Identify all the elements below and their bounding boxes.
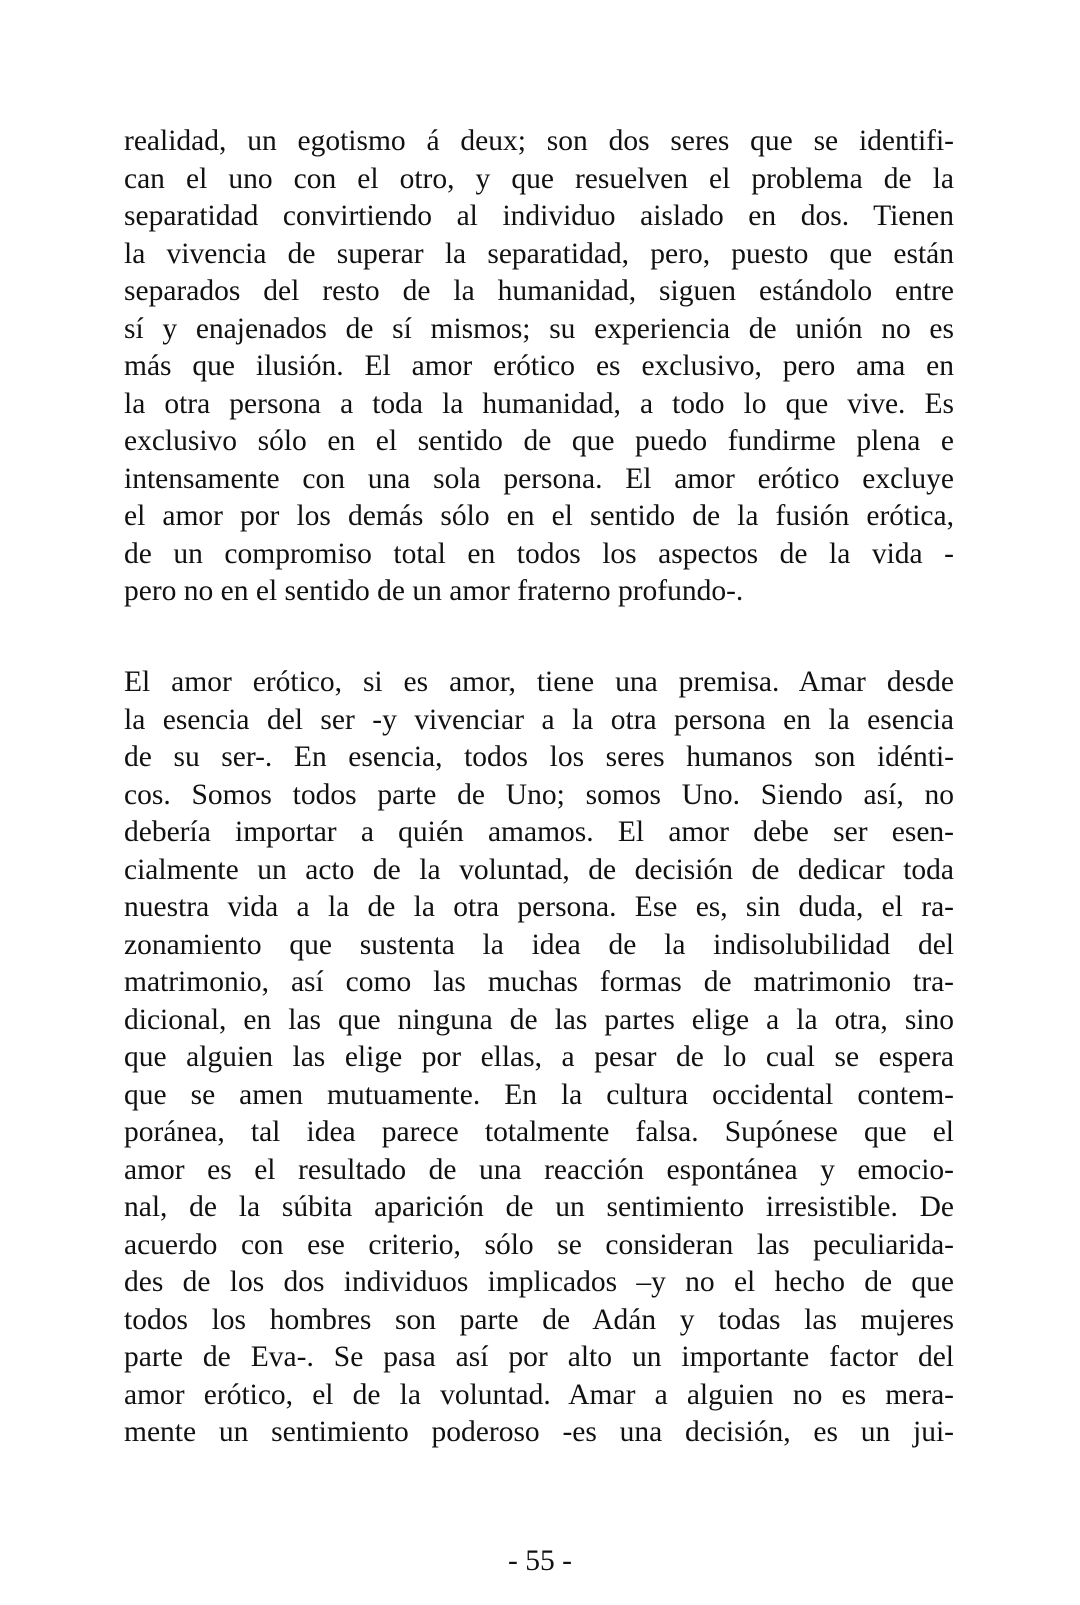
text-line: exclusivo sólo en el sentido de que puedo fundirme plena e (124, 425, 954, 457)
text-line: can el uno con el otro, y que resuelven el problema de la (124, 162, 954, 195)
page-number: - 55 - (508, 1545, 572, 1577)
text-line: la vivencia de superar la separatidad, pero, puesto que están (124, 237, 954, 270)
paragraph (124, 123, 954, 611)
text-line: poránea, tal idea parece totalmente falsa. Supónese que el (124, 1116, 954, 1148)
text-line: separados del resto de la humanidad, siguen estándolo entre (124, 275, 954, 307)
text-line: parte de Eva-. Se pasa así por alto un importante factor del (124, 1341, 954, 1373)
text-line: amor erótico, el de la voluntad. Amar a alguien no es mera- (124, 1378, 954, 1411)
text-line: sí y enajenados de sí mismos; su experiencia de unión no es (124, 312, 954, 345)
text-line: cos. Somos todos parte de Uno; somos Uno. Siendo así, no (124, 778, 954, 811)
text-line: matrimonio, así como las muchas formas de matrimonio tra- (124, 966, 954, 998)
text-line: zonamiento que sustenta la idea de la indisolubilidad del (124, 928, 954, 961)
text-line: de un compromiso total en todos los aspectos de la vida - (124, 537, 954, 570)
text-line: mente un sentimiento poderoso -es una decisión, es un jui- (124, 1416, 954, 1448)
text-line: nuestra vida a la de la otra persona. Ese es, sin duda, el ra- (124, 891, 954, 923)
text-line: intensamente con una sola persona. El amor erótico excluye (124, 462, 954, 495)
text-line: debería importar a quién amamos. El amor debe ser esen- (124, 816, 954, 848)
text-line: el amor por los demás sólo en el sentido de la fusión erótica, (124, 500, 954, 532)
text-line: acuerdo con ese criterio, sólo se consideran las peculiarida- (124, 1228, 954, 1261)
text-line: des de los dos individuos implicados –y no el hecho de que (124, 1266, 954, 1298)
text-line: pero no en el sentido de un amor fraterno profundo-. (124, 575, 744, 607)
text-line: de su ser-. En esencia, todos los seres humanos son idénti- (124, 741, 954, 773)
text-line: separatidad convirtiendo al individuo aislado en dos. Tienen (124, 200, 954, 232)
text-line: que alguien las elige por ellas, a pesar de lo cual se espera (124, 1041, 954, 1073)
text-line: la otra persona a toda la humanidad, a todo lo que vive. Es (124, 387, 954, 420)
text-line: dicional, en las que ninguna de las partes elige a la otra, sino (124, 1003, 954, 1036)
text-line: nal, de la súbita aparición de un sentimiento irresistible. De (124, 1191, 954, 1223)
paragraph (124, 664, 954, 1452)
text-line: realidad, un egotismo á deux; son dos seres que se identifi- (124, 125, 954, 157)
text-line: cialmente un acto de la voluntad, de decisión de dedicar toda (124, 853, 954, 886)
text-line: todos los hombres son parte de Adán y todas las mujeres (124, 1303, 954, 1336)
text-line: que se amen mutuamente. En la cultura occidental contem- (124, 1078, 954, 1111)
text-line: amor es el resultado de una reacción espontánea y emocio- (124, 1153, 954, 1186)
text-line: la esencia del ser -y vivenciar a la otra persona en la esencia (124, 703, 954, 736)
text-line: más que ilusión. El amor erótico es exclusivo, pero ama en (124, 350, 954, 382)
text-line: El amor erótico, si es amor, tiene una premisa. Amar desde (124, 666, 954, 698)
